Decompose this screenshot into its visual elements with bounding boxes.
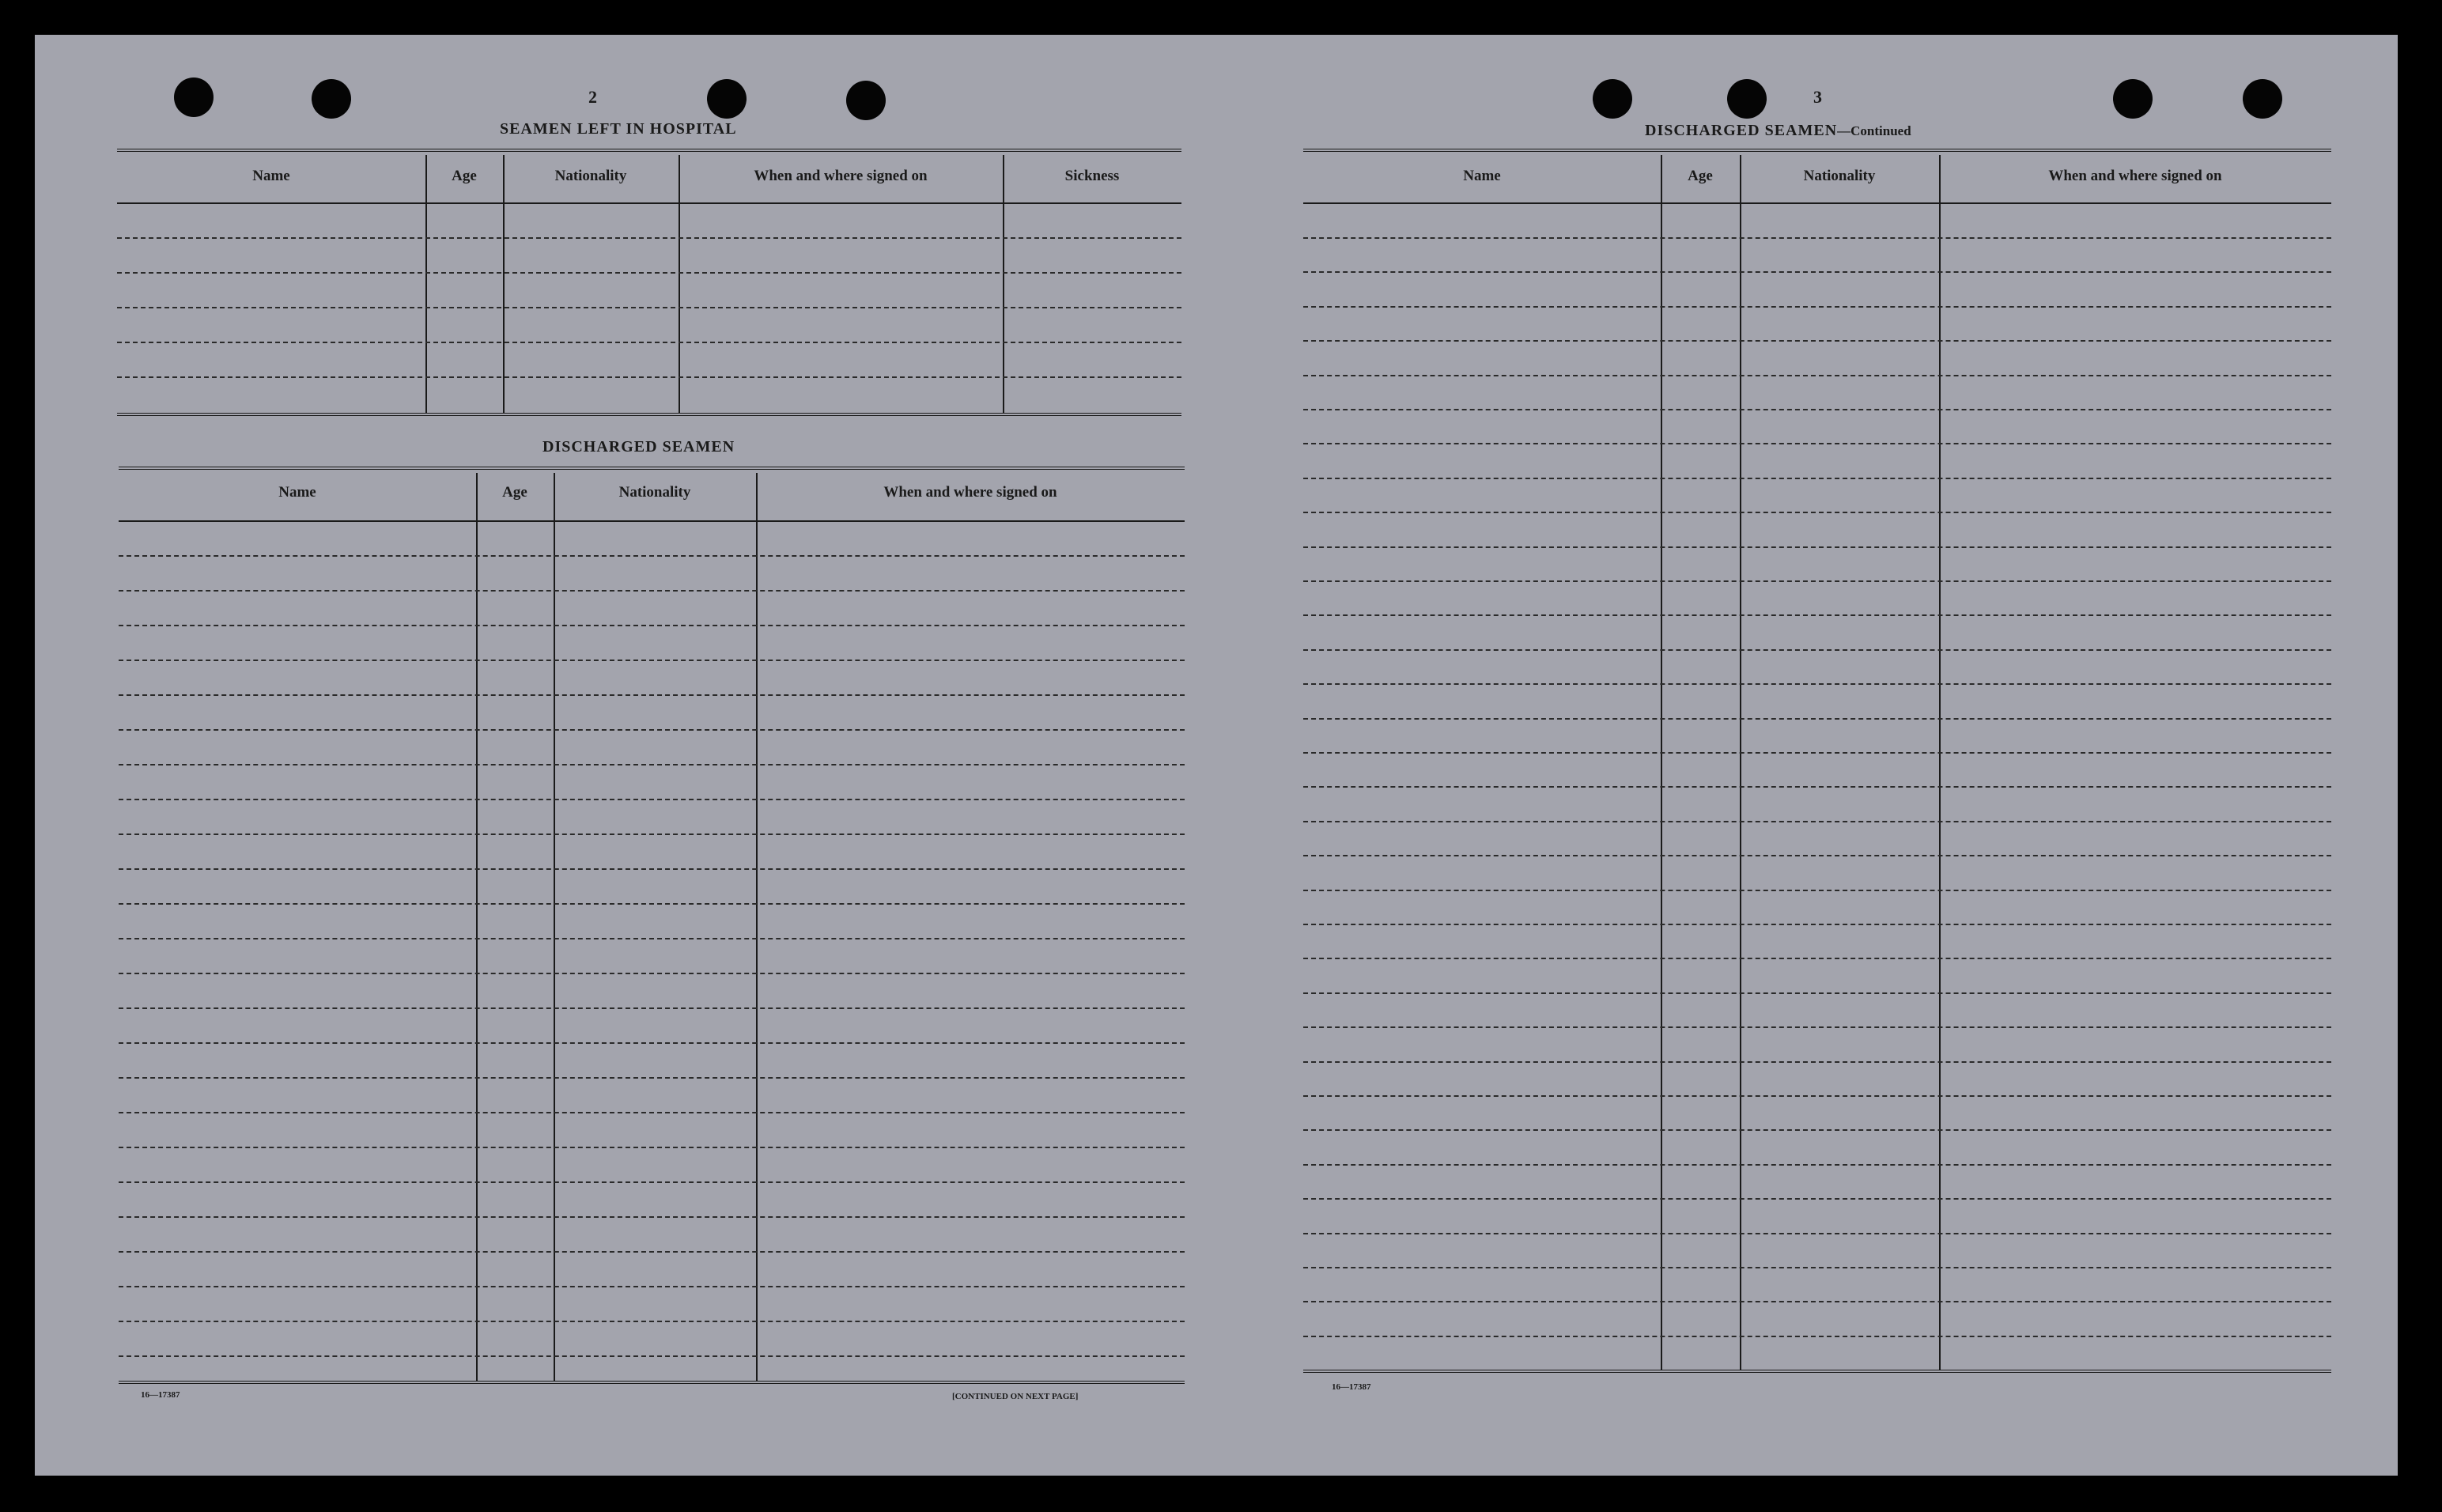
table-row [119, 1355, 1185, 1357]
column-divider [554, 473, 555, 1381]
table-row [119, 1286, 1185, 1287]
table-row [1303, 1233, 2331, 1234]
table-row [1303, 512, 2331, 513]
right-page [1229, 35, 2398, 1476]
table-row [119, 625, 1185, 626]
table-row [119, 938, 1185, 939]
table-row [119, 799, 1185, 800]
table-row [117, 376, 1181, 378]
punch-hole [846, 81, 886, 120]
table-row [1303, 958, 2331, 959]
title-suffix: —Continued [1837, 123, 1911, 138]
header-rule [117, 202, 1181, 204]
table-row [119, 660, 1185, 661]
column-header-nationality: Nationality [1803, 168, 1876, 184]
table-row [1303, 855, 2331, 856]
column-header-sickness: Sickness [1064, 168, 1120, 184]
column-divider [476, 473, 478, 1381]
column-divider [503, 155, 505, 413]
table-row [1303, 1267, 2331, 1268]
table-row [1303, 992, 2331, 994]
table-row [1303, 718, 2331, 720]
table-row [1303, 443, 2331, 444]
page-number: 2 [588, 87, 597, 107]
table-row [119, 1077, 1185, 1079]
table-row [119, 1112, 1185, 1113]
table-top-rule [1303, 149, 2331, 152]
table-bottom-rule [117, 413, 1181, 416]
table-row [1303, 1129, 2331, 1131]
column-header-age: Age [502, 484, 527, 501]
column-header-age: Age [1688, 168, 1713, 184]
table-row [119, 1216, 1185, 1218]
table-row [1303, 821, 2331, 822]
table-row [1303, 1301, 2331, 1302]
table-row [1303, 683, 2331, 685]
punch-hole [2113, 79, 2153, 119]
column-divider [1740, 155, 1741, 1370]
form-number: 16—17387 [1332, 1382, 1371, 1392]
column-header-signed-on: When and where signed on [754, 168, 928, 184]
table-row [1303, 546, 2331, 548]
column-divider [756, 473, 758, 1381]
left-page [35, 35, 1229, 1476]
punch-hole [1593, 79, 1632, 119]
column-header-nationality: Nationality [554, 168, 627, 184]
form-number: 16—17387 [141, 1390, 180, 1400]
header-rule [1303, 202, 2331, 204]
table-row [119, 903, 1185, 905]
section-title-discharged-continued [1645, 122, 1911, 140]
column-divider [679, 155, 680, 413]
table-row [119, 1042, 1185, 1044]
table-row [1303, 580, 2331, 582]
column-header-age: Age [452, 168, 477, 184]
table-row [1303, 614, 2331, 616]
table-row [119, 555, 1185, 557]
table-row [1303, 924, 2331, 925]
table-top-rule [119, 467, 1185, 470]
table-row [1303, 409, 2331, 410]
column-divider [425, 155, 427, 413]
table-row [119, 1147, 1185, 1148]
table-row [1303, 1026, 2331, 1028]
table-row [1303, 649, 2331, 651]
column-header-signed-on: When and where signed on [2048, 168, 2222, 184]
table-row [119, 1321, 1185, 1322]
column-divider [1939, 155, 1941, 1370]
column-divider [1661, 155, 1662, 1370]
table-row [1303, 237, 2331, 239]
table-row [119, 1181, 1185, 1183]
column-header-nationality: Nationality [618, 484, 691, 501]
table-row [1303, 1061, 2331, 1063]
punch-hole [707, 79, 747, 119]
table-row [1303, 306, 2331, 308]
section-title-hospital: SEAMEN LEFT IN HOSPITAL [500, 120, 737, 138]
table-row [119, 1007, 1185, 1009]
column-header-name: Name [252, 168, 290, 184]
section-title-discharged: DISCHARGED SEAMEN [542, 438, 735, 455]
table-row [1303, 1336, 2331, 1337]
table-row [119, 764, 1185, 765]
table-row [117, 272, 1181, 274]
table-row [1303, 340, 2331, 342]
punch-hole [312, 79, 351, 119]
table-row [1303, 1198, 2331, 1200]
title-main: DISCHARGED SEAMEN [1645, 122, 1838, 139]
table-row [1303, 786, 2331, 788]
table-top-rule [117, 149, 1181, 152]
table-row [1303, 478, 2331, 479]
punch-hole [2243, 79, 2282, 119]
table-bottom-rule [119, 1381, 1185, 1384]
table-row [119, 1251, 1185, 1253]
punch-hole [1727, 79, 1767, 119]
table-bottom-rule [1303, 1370, 2331, 1373]
table-row [1303, 1164, 2331, 1166]
header-rule [119, 520, 1185, 522]
table-row [119, 590, 1185, 592]
column-header-signed-on: When and where signed on [883, 484, 1057, 501]
column-divider [1003, 155, 1004, 413]
table-row [1303, 752, 2331, 754]
table-row [119, 729, 1185, 731]
table-row [117, 307, 1181, 308]
table-row [119, 868, 1185, 870]
table-row [119, 973, 1185, 974]
table-row [1303, 375, 2331, 376]
page-number: 3 [1813, 87, 1822, 107]
table-row [119, 694, 1185, 696]
column-header-name: Name [1463, 168, 1501, 184]
table-row [1303, 271, 2331, 273]
table-row [1303, 890, 2331, 891]
column-header-name: Name [278, 484, 316, 501]
punch-hole [174, 77, 214, 117]
table-row [119, 833, 1185, 835]
table-row [117, 342, 1181, 343]
table-row [117, 237, 1181, 239]
table-row [1303, 1095, 2331, 1097]
continued-note: [CONTINUED ON NEXT PAGE] [952, 1392, 1079, 1401]
